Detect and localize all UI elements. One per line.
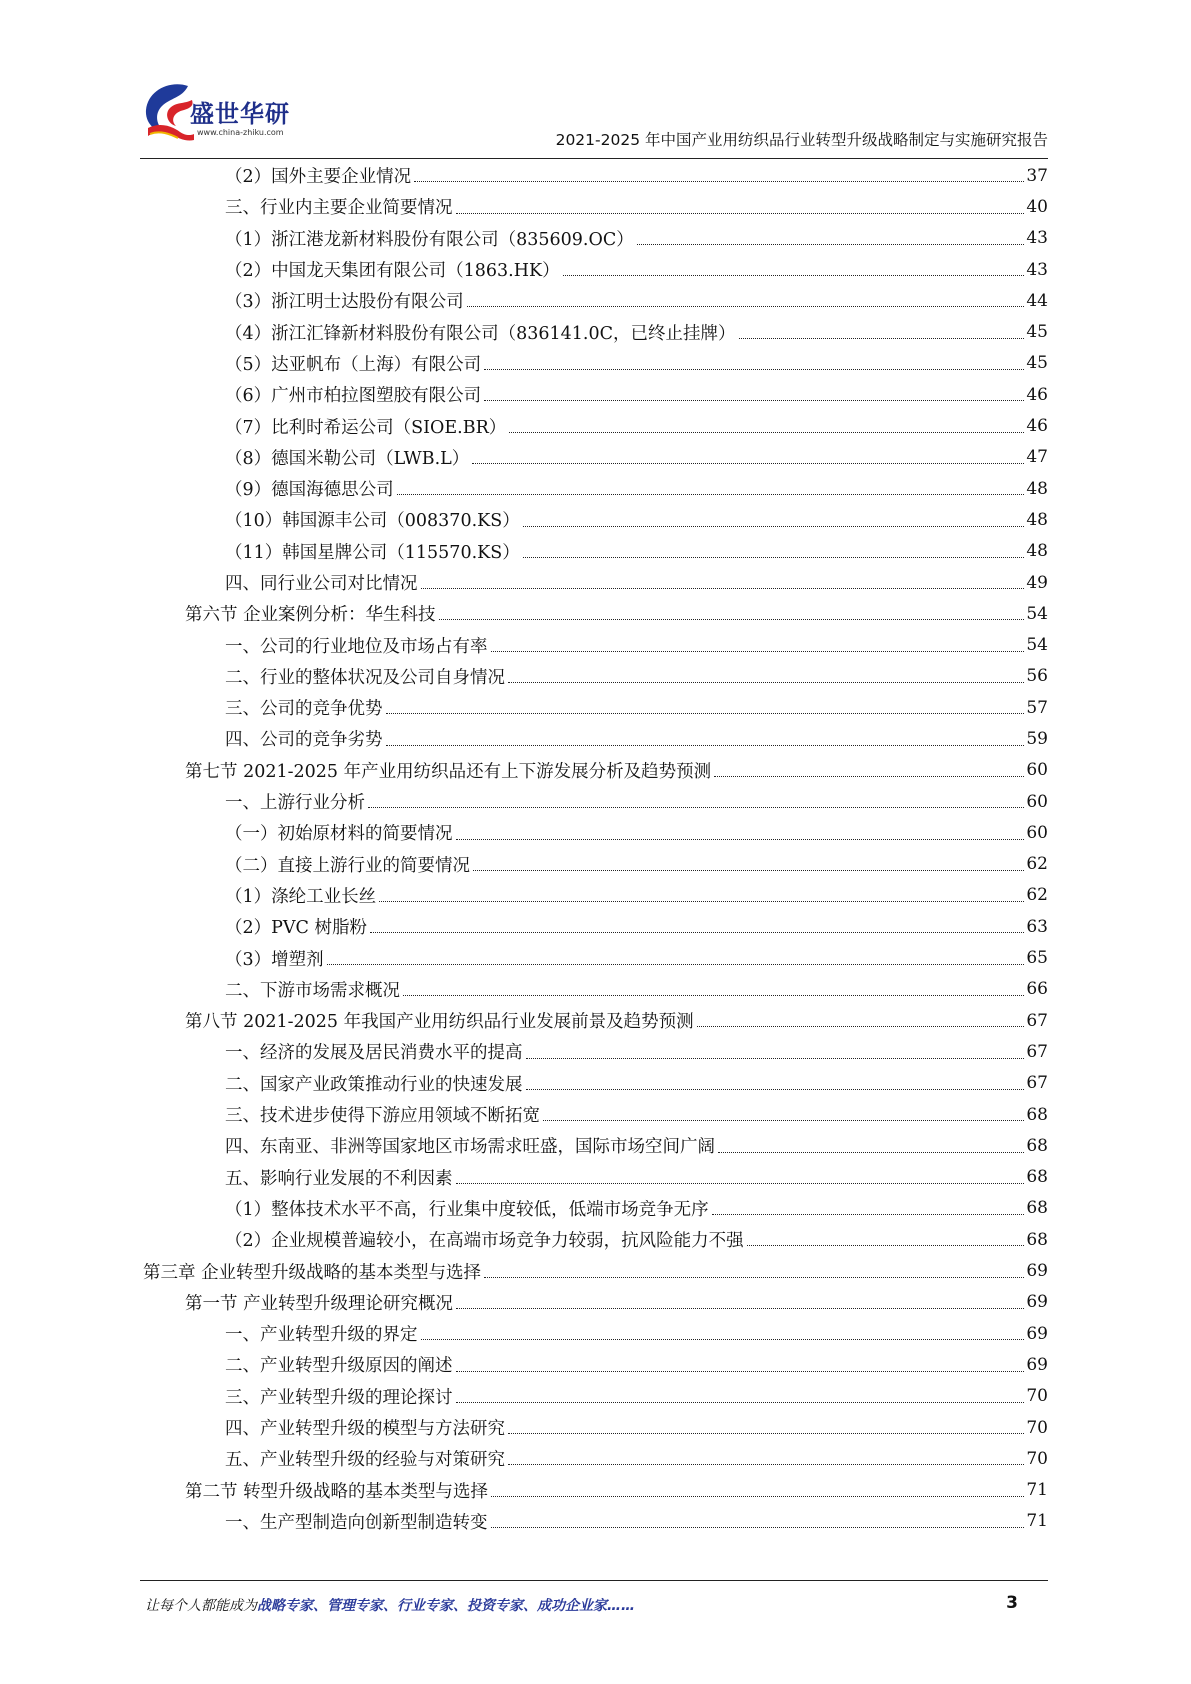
toc-leader-dots	[718, 1152, 1024, 1153]
toc-entry-page: 48	[1026, 509, 1048, 530]
toc-leader-dots	[456, 213, 1025, 214]
toc-entry-title: 四、产业转型升级的模型与方法研究	[225, 1419, 505, 1440]
table-of-contents	[140, 160, 1048, 1537]
toc-entry[interactable]	[140, 849, 1048, 880]
toc-entry-page: 43	[1026, 228, 1048, 249]
toc-entry-page: 71	[1026, 1480, 1048, 1501]
toc-leader-dots	[421, 1339, 1025, 1340]
logo-name: 盛世华研	[190, 100, 290, 128]
toc-entry-page: 47	[1026, 447, 1048, 468]
toc-entry[interactable]	[140, 942, 1048, 973]
toc-leader-dots	[456, 1371, 1025, 1372]
toc-entry-title: （1）浙江港龙新材料股份有限公司（835609.OC）	[225, 229, 634, 250]
toc-entry-page: 67	[1026, 1010, 1048, 1031]
toc-entry-page: 57	[1026, 697, 1048, 718]
toc-entry-page: 70	[1026, 1417, 1048, 1438]
toc-entry-title: 三、技术进步使得下游应用领域不断拓宽	[225, 1106, 540, 1127]
header-divider	[140, 158, 1048, 159]
toc-entry-page: 46	[1026, 416, 1048, 437]
toc-entry-title: 二、产业转型升级原因的阐述	[225, 1356, 453, 1377]
toc-entry[interactable]	[140, 473, 1048, 504]
toc-leader-dots	[697, 1026, 1025, 1027]
toc-entry-page: 40	[1026, 196, 1048, 217]
toc-entry-title: 第七节 2021-2025 年产业用纺织品还有上下游发展分析及趋势预测	[185, 761, 712, 782]
toc-entry[interactable]	[140, 723, 1048, 754]
toc-entry-title: 第八节 2021-2025 年我国产业用纺织品行业发展前景及趋势预测	[185, 1012, 694, 1033]
toc-entry[interactable]	[140, 223, 1048, 254]
footer-divider	[140, 1580, 1048, 1581]
toc-leader-dots	[472, 463, 1024, 464]
toc-leader-dots	[491, 651, 1025, 652]
toc-entry[interactable]	[140, 880, 1048, 911]
toc-entry[interactable]	[140, 442, 1048, 473]
toc-entry-page: 59	[1026, 728, 1048, 749]
toc-entry-title: 第六节 企业案例分析：华生科技	[185, 605, 436, 626]
toc-entry-page: 45	[1026, 322, 1048, 343]
toc-entry[interactable]	[140, 1412, 1048, 1443]
toc-entry-page: 70	[1026, 1386, 1048, 1407]
toc-leader-dots	[386, 745, 1025, 746]
toc-entry-title: （6）广州市柏拉图塑胶有限公司	[225, 386, 482, 407]
toc-entry[interactable]	[140, 1381, 1048, 1412]
toc-leader-dots	[526, 1089, 1025, 1090]
toc-entry[interactable]	[140, 1099, 1048, 1130]
toc-entry[interactable]	[140, 629, 1048, 660]
toc-entry-title: 一、生产型制造向创新型制造转变	[225, 1512, 488, 1533]
toc-entry[interactable]	[140, 536, 1048, 567]
toc-leader-dots	[509, 432, 1024, 433]
toc-entry-title: 五、产业转型升级的经验与对策研究	[225, 1450, 505, 1471]
toc-leader-dots	[508, 1464, 1024, 1465]
toc-entry[interactable]	[140, 567, 1048, 598]
toc-entry-title: （2）中国龙天集团有限公司（1863.HK）	[225, 261, 560, 282]
toc-leader-dots	[456, 839, 1025, 840]
toc-entry-page: 54	[1026, 635, 1048, 656]
slogan-emphasis: 战略专家、管理专家、行业专家、投资专家、成功企业家……	[257, 1598, 635, 1614]
toc-entry-title: （11）韩国星牌公司（115570.KS）	[225, 542, 520, 563]
toc-entry-title: 第二节 转型升级战略的基本类型与选择	[185, 1481, 489, 1502]
toc-leader-dots	[747, 1245, 1025, 1246]
toc-entry-title: 第三章 企业转型升级战略的基本类型与选择	[143, 1262, 482, 1283]
toc-entry[interactable]	[140, 191, 1048, 222]
toc-entry-title: 四、公司的竞争劣势	[225, 730, 383, 751]
toc-leader-dots	[484, 1277, 1024, 1278]
toc-leader-dots	[491, 1496, 1024, 1497]
toc-entry-title: 二、国家产业政策推动行业的快速发展	[225, 1074, 523, 1095]
toc-leader-dots	[523, 526, 1025, 527]
toc-entry-title: （7）比利时希运公司（SIOE.BR）	[225, 417, 507, 438]
toc-entry[interactable]	[140, 817, 1048, 848]
toc-entry[interactable]	[140, 1005, 1048, 1036]
toc-entry[interactable]	[140, 1068, 1048, 1099]
toc-entry-page: 65	[1026, 948, 1048, 969]
toc-entry-page: 68	[1026, 1167, 1048, 1188]
toc-entry-title: 五、影响行业发展的不利因素	[225, 1168, 453, 1189]
toc-leader-dots	[508, 1433, 1024, 1434]
toc-leader-dots	[484, 400, 1024, 401]
toc-leader-dots	[456, 1308, 1024, 1309]
toc-entry-page: 68	[1026, 1229, 1048, 1250]
toc-entry-title: （1）涤纶工业长丝	[225, 886, 377, 907]
toc-entry[interactable]	[140, 316, 1048, 347]
toc-entry[interactable]	[140, 254, 1048, 285]
toc-entry-title: 四、东南亚、非洲等国家地区市场需求旺盛，国际市场空间广阔	[225, 1137, 715, 1158]
page-number: 3	[1006, 1593, 1018, 1613]
toc-entry[interactable]	[140, 160, 1048, 191]
toc-entry[interactable]	[140, 598, 1048, 629]
toc-entry[interactable]	[140, 755, 1048, 786]
toc-entry-title: （9）德国海德思公司	[225, 480, 394, 501]
toc-entry[interactable]	[140, 1130, 1048, 1161]
toc-leader-dots	[508, 682, 1024, 683]
toc-entry-title: 一、产业转型升级的界定	[225, 1325, 418, 1346]
toc-leader-dots	[456, 1183, 1025, 1184]
toc-entry-title: 一、上游行业分析	[225, 793, 365, 814]
toc-entry[interactable]	[140, 379, 1048, 410]
toc-entry-title: 第一节 产业转型升级理论研究概况	[185, 1293, 454, 1314]
toc-entry-title: 一、经济的发展及居民消费水平的提高	[225, 1043, 523, 1064]
toc-entry-page: 63	[1026, 916, 1048, 937]
toc-entry-page: 66	[1026, 979, 1048, 1000]
toc-entry-page: 71	[1026, 1511, 1048, 1532]
toc-entry[interactable]	[140, 1193, 1048, 1224]
toc-leader-dots	[397, 494, 1025, 495]
toc-leader-dots	[421, 588, 1025, 589]
toc-entry-page: 69	[1026, 1292, 1048, 1313]
toc-leader-dots	[368, 807, 1024, 808]
toc-leader-dots	[473, 870, 1024, 871]
toc-entry-page: 69	[1026, 1323, 1048, 1344]
toc-entry[interactable]	[140, 1506, 1048, 1537]
toc-leader-dots	[739, 338, 1025, 339]
toc-entry-page: 46	[1026, 384, 1048, 405]
toc-leader-dots	[523, 557, 1025, 558]
toc-entry[interactable]	[140, 1349, 1048, 1380]
toc-entry-title: （二）直接上游行业的简要情况	[225, 855, 470, 876]
page-footer	[140, 1595, 1048, 1619]
toc-entry-title: （4）浙江汇锋新材料股份有限公司（836141.0C，已终止挂牌）	[225, 323, 736, 344]
toc-entry[interactable]	[140, 786, 1048, 817]
toc-entry[interactable]	[140, 285, 1048, 316]
toc-leader-dots	[484, 369, 1024, 370]
toc-entry-title: 三、产业转型升级的理论探讨	[225, 1387, 453, 1408]
toc-entry[interactable]	[140, 692, 1048, 723]
toc-entry-title: （10）韩国源丰公司（008370.KS）	[225, 511, 520, 532]
toc-entry[interactable]	[140, 661, 1048, 692]
toc-leader-dots	[439, 619, 1025, 620]
toc-leader-dots	[370, 932, 1024, 933]
toc-entry-page: 68	[1026, 1135, 1048, 1156]
toc-entry-page: 44	[1026, 290, 1048, 311]
toc-entry-title: 一、公司的行业地位及市场占有率	[225, 636, 488, 657]
toc-entry[interactable]	[140, 410, 1048, 441]
toc-entry[interactable]	[140, 1443, 1048, 1474]
toc-entry-title: （2）PVC 树脂粉	[225, 918, 367, 939]
toc-entry[interactable]	[140, 1162, 1048, 1193]
toc-leader-dots	[379, 901, 1024, 902]
toc-entry-title: （3）增塑剂	[225, 949, 324, 970]
toc-entry-page: 69	[1026, 1261, 1048, 1282]
toc-entry-title: （2）国外主要企业情况	[225, 167, 412, 188]
toc-leader-dots	[386, 713, 1025, 714]
toc-entry[interactable]	[140, 1255, 1048, 1286]
toc-entry-page: 68	[1026, 1198, 1048, 1219]
toc-leader-dots	[491, 1527, 1025, 1528]
toc-entry-page: 54	[1026, 603, 1048, 624]
toc-leader-dots	[563, 275, 1025, 276]
toc-entry-page: 67	[1026, 1073, 1048, 1094]
toc-entry[interactable]	[140, 1036, 1048, 1067]
toc-entry[interactable]	[140, 1474, 1048, 1505]
slogan-prefix: 让每个人都能成为	[145, 1598, 257, 1614]
toc-entry-page: 67	[1026, 1041, 1048, 1062]
toc-entry-page: 45	[1026, 353, 1048, 374]
toc-entry-page: 60	[1026, 760, 1048, 781]
toc-entry-page: 37	[1026, 165, 1048, 186]
toc-entry-title: （2）企业规模普遍较小，在高端市场竞争力较弱，抗风险能力不强	[225, 1231, 744, 1252]
toc-entry-page: 43	[1026, 259, 1048, 280]
toc-entry-title: 三、行业内主要企业简要情况	[225, 198, 453, 219]
toc-entry-title: 三、公司的竞争优势	[225, 699, 383, 720]
report-title: 2021-2025 年中国产业用纺织品行业转型升级战略制定与实施研究报告	[555, 131, 1048, 149]
footer-slogan	[145, 1595, 635, 1615]
toc-entry-page: 49	[1026, 572, 1048, 593]
toc-entry-title: （一）初始原材料的简要情况	[225, 824, 453, 845]
toc-entry-title: 二、行业的整体状况及公司自身情况	[225, 667, 505, 688]
toc-entry[interactable]	[140, 974, 1048, 1005]
toc-leader-dots	[467, 306, 1025, 307]
toc-leader-dots	[714, 776, 1024, 777]
toc-entry-title: （3）浙江明士达股份有限公司	[225, 292, 464, 313]
toc-entry[interactable]	[140, 504, 1048, 535]
toc-leader-dots	[456, 1402, 1025, 1403]
toc-entry[interactable]	[140, 1287, 1048, 1318]
toc-leader-dots	[543, 1120, 1024, 1121]
toc-entry-page: 70	[1026, 1448, 1048, 1469]
company-logo	[140, 78, 320, 148]
toc-entry-page: 69	[1026, 1354, 1048, 1375]
toc-entry-page: 68	[1026, 1104, 1048, 1125]
toc-entry-page: 60	[1026, 791, 1048, 812]
toc-entry-title: 四、同行业公司对比情况	[225, 574, 418, 594]
toc-leader-dots	[327, 964, 1025, 965]
toc-entry-page: 62	[1026, 885, 1048, 906]
toc-entry-page: 62	[1026, 854, 1048, 875]
toc-entry[interactable]	[140, 348, 1048, 379]
toc-entry-title: （5）达亚帆布（上海）有限公司	[225, 354, 482, 375]
toc-entry-page: 56	[1026, 666, 1048, 687]
toc-entry-title: （8）德国米勒公司（LWB.L）	[225, 448, 470, 469]
page-header	[140, 78, 1048, 158]
toc-leader-dots	[712, 1214, 1025, 1215]
toc-entry-page: 48	[1026, 541, 1048, 562]
toc-entry[interactable]	[140, 911, 1048, 942]
toc-entry[interactable]	[140, 1318, 1048, 1349]
toc-entry-page: 48	[1026, 478, 1048, 499]
toc-entry-title: 二、下游市场需求概况	[225, 980, 400, 1001]
toc-entry-page: 60	[1026, 822, 1048, 843]
toc-entry[interactable]	[140, 1224, 1048, 1255]
toc-leader-dots	[637, 244, 1025, 245]
toc-leader-dots	[526, 1058, 1025, 1059]
logo-url: www.china-zhiku.com	[197, 128, 284, 137]
toc-leader-dots	[403, 995, 1024, 996]
toc-entry-title: （1）整体技术水平不高，行业集中度较低，低端市场竞争无序	[225, 1199, 709, 1220]
toc-leader-dots	[414, 181, 1024, 182]
